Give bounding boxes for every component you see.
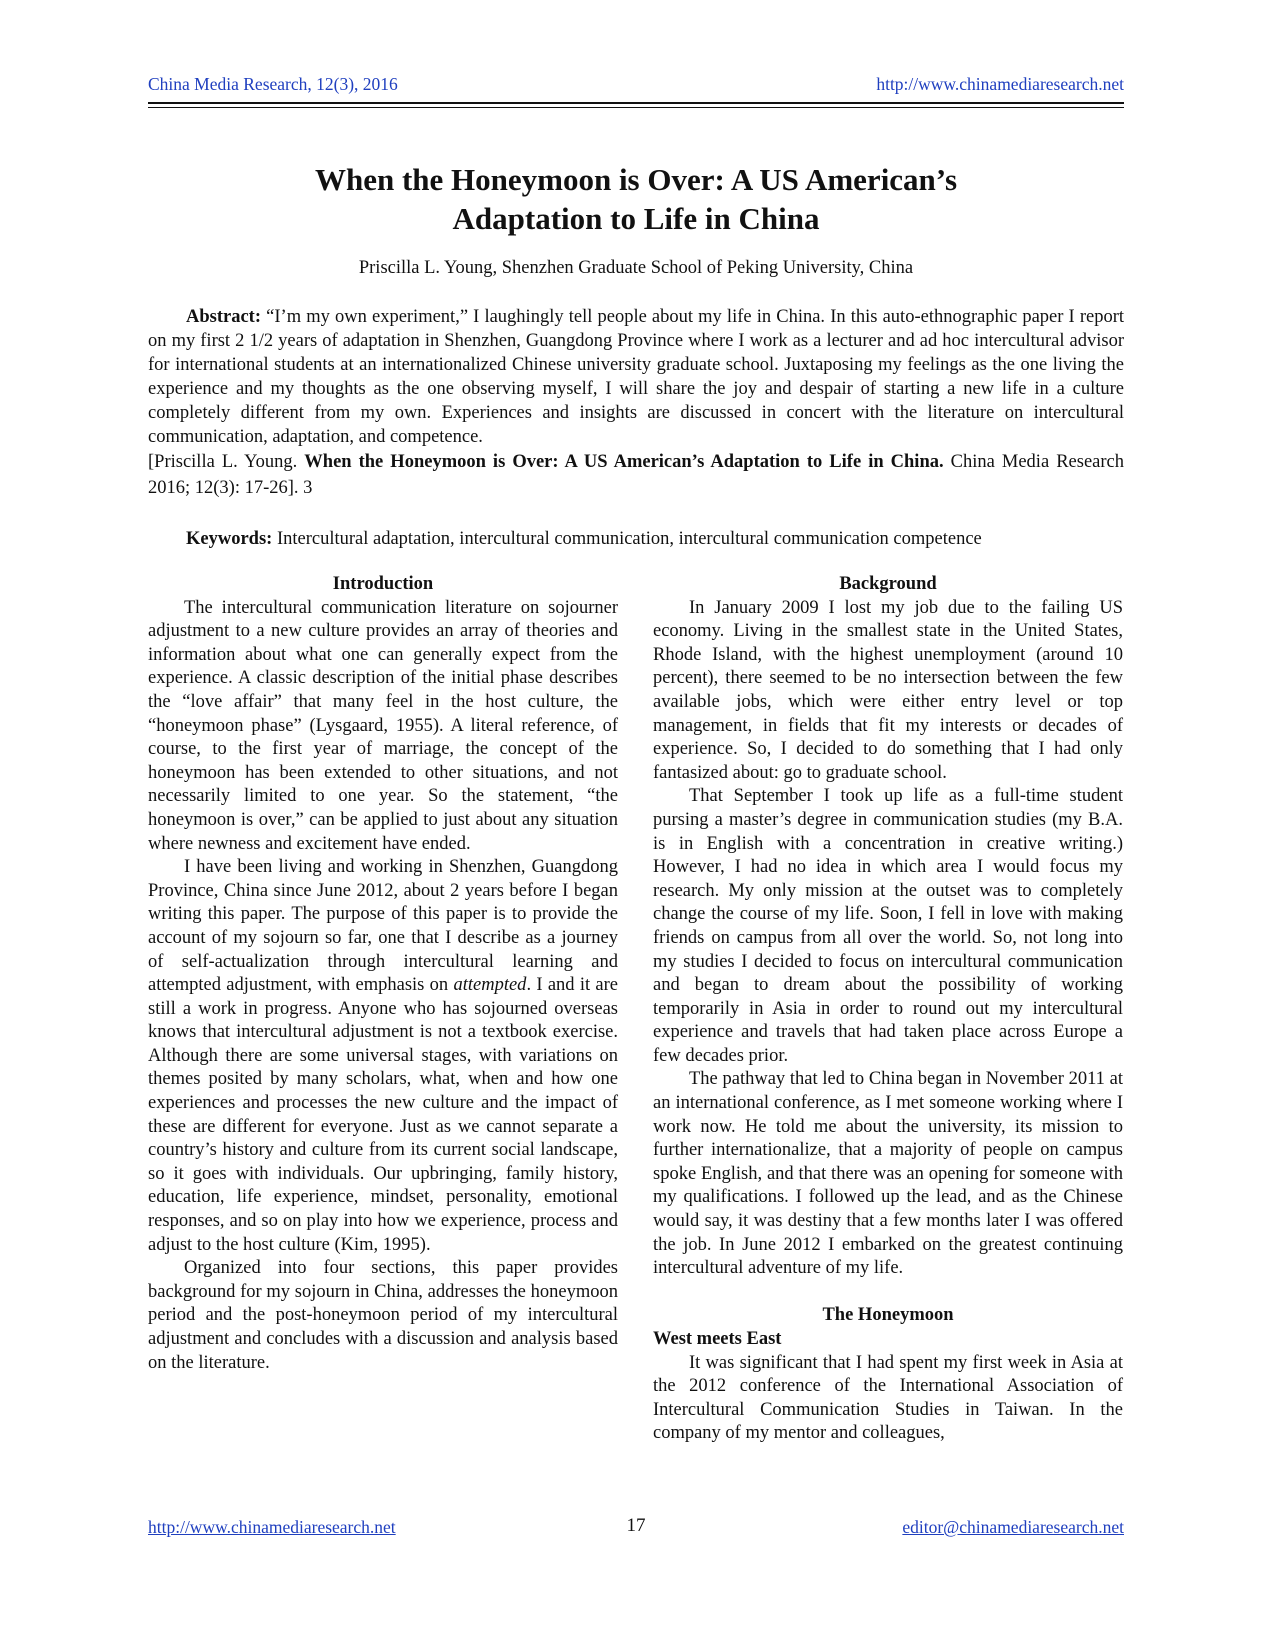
paper-title bbox=[148, 160, 1124, 238]
journal-url[interactable]: http://www.chinamediaresearch.net bbox=[876, 74, 1124, 94]
background-paragraph-3: The pathway that led to China began in November 2011 at an international conference, as I met someone working where I work now. He told me about the university, its mission to further internationalize, that a majority of people on campus spoke English, and that there was an opening for someone with my qualifications. I followed up the lead, and as the Chinese would say, it was destiny that a few months later I was offered the job. In June 2012 I embarked on the greatest continuing intercultural adventure of my life. bbox=[653, 1069, 1123, 1279]
abstract bbox=[148, 305, 1124, 501]
right-column bbox=[653, 573, 1123, 1446]
title-line-1: When the Honeymoon is Over: A US American’s bbox=[314, 162, 958, 197]
keywords bbox=[148, 529, 1124, 550]
section-heading-background: Background bbox=[839, 574, 937, 594]
journal-citation: China Media Research, 12(3), 2016 bbox=[148, 74, 398, 94]
page-footer bbox=[148, 1517, 1124, 1543]
running-header bbox=[148, 74, 1124, 100]
author-affiliation: Priscilla L. Young, Shenzhen Graduate School of Peking University, China bbox=[358, 258, 914, 278]
honeymoon-paragraph-1: It was significant that I had spent my first week in Asia at the 2012 conference of the International Association of Intercultural Communication Studies in Taiwan. In the company of my mentor and colleagues, bbox=[653, 1352, 1123, 1444]
left-column bbox=[148, 573, 618, 1375]
citation bbox=[148, 449, 1124, 501]
paper-page bbox=[148, 0, 1124, 1650]
introduction-paragraph-2 bbox=[148, 856, 618, 1257]
header-rule-thin bbox=[148, 107, 1124, 108]
footer-url-link[interactable]: http://www.chinamediaresearch.net bbox=[148, 1517, 396, 1537]
abstract-label: Abstract: bbox=[186, 307, 262, 327]
citation-title: When the Honeymoon is Over: A US American’s Adaptation to Life in China. bbox=[304, 452, 944, 472]
section-heading-introduction: Introduction bbox=[332, 574, 434, 594]
title-line-2: Adaptation to Life in China bbox=[452, 201, 820, 236]
introduction-paragraph-1: The intercultural communication literature on sojourner adjustment to a new culture provides an array of theories and information about what one can generally expect from the experience. A classic description of the initial phase describes the “love affair” that many feel in the host culture, the “honeymoon phase” (Lysgaard, 1955). A literal reference, of course, to the first year of marriage, the concept of the honeymoon has been extended to other situations, and not necessarily limited to one year. So the statement, “the honeymoon is over,” can be applied to just about any situation where newness and excitement have ended. bbox=[148, 597, 618, 854]
intro-p2-italic: attempted bbox=[453, 975, 527, 996]
subsection-heading-west-meets-east: West meets East bbox=[653, 1329, 782, 1349]
page-number: 17 bbox=[626, 1515, 646, 1536]
header-rule-thick bbox=[148, 102, 1124, 104]
abstract-text: “I’m my own experiment,” I laughingly tell people about my life in China. In this auto-ethnographic paper I report on my first 2 1/2 years of adaptation in Shenzhen, Guangdong Province where I work as a lecturer and ad hoc intercultural advisor for international students at an internationalized Chinese university graduate school. Juxtaposing my feelings as the one living the experience and my thoughts as the one observing myself, I will share the joy and despair of starting a new life in a culture completely different from my own. Experiences and insights are discussed in concert with the literature on intercultural communication, adaptation, and competence. bbox=[148, 307, 1125, 447]
section-heading-honeymoon: The Honeymoon bbox=[822, 1305, 954, 1326]
abstract-paragraph bbox=[148, 305, 1124, 449]
background-paragraph-1: In January 2009 I lost my job due to the failing US economy. Living in the smallest state in the United States, Rhode Island, with the highest unemployment (around 10 percent), there seemed to be no intersection between the few available jobs, which were either entry level or top management, in fields that fit my interests or decades of experience. So, I decided to do something that I had only fantasized about: go to graduate school. bbox=[653, 597, 1123, 783]
citation-start: [Priscilla L. Young. bbox=[148, 452, 305, 472]
keywords-label: Keywords: bbox=[186, 529, 273, 549]
intro-p2-text-b: . I and it are still a work in progress. Anyone who has sojourned overseas knows that intercultural adjustment is not a textbook exercise. Although there are some universal stages, with variations on themes posited by many scholars, what, when and how one experiences and processes the new culture and the impact of these are different for everyone. Just as we cannot separate a country’s history and culture from its current social landscape, so it goes with individuals. Our upbringing, family history, education, life experience, mindset, personality, emotional responses, and so on play into how we experience, process and adjust to the host culture (Kim, 1995). bbox=[148, 975, 618, 1255]
intro-p2-text-a: I have been living and working in Shenzhen, Guangdong Province, China since June 2012, about 2 years before I began writing this paper. The purpose of this paper is to provide the account of my sojourn so far, one that I describe as a journey of self-actualization through intercultural learning and attempted adjustment, with emphasis on bbox=[148, 857, 618, 996]
citation-end: China Media Research 2016; 12(3): 17-26]. 3 bbox=[148, 452, 1124, 498]
introduction-paragraph-3: Organized into four sections, this paper provides background for my sojourn in China, addresses the honeymoon period and the post-honeymoon period of my intercultural adjustment and concludes with a discussion and analysis based on the literature. bbox=[148, 1258, 618, 1373]
keywords-text: Intercultural adaptation, intercultural communication, intercultural communication competence bbox=[272, 529, 982, 549]
section-gap bbox=[653, 1281, 1123, 1305]
background-paragraph-2: That September I took up life as a full-time student pursing a master’s degree in communication studies (my B.A. is in English with a concentration in creative writing.) However, I had no idea in which area I would focus my research. My only mission at the outset was to completely change the course of my life. Soon, I fell in love with making friends on campus from all over the world. So, not long into my studies I decided to focus on intercultural communication and began to dream about the possibility of working temporarily in Asia in order to round out my intercultural experience and travels that had taken place across Europe a few decades prior. bbox=[653, 786, 1123, 1066]
footer-email-link[interactable]: editor@chinamediaresearch.net bbox=[902, 1517, 1124, 1537]
